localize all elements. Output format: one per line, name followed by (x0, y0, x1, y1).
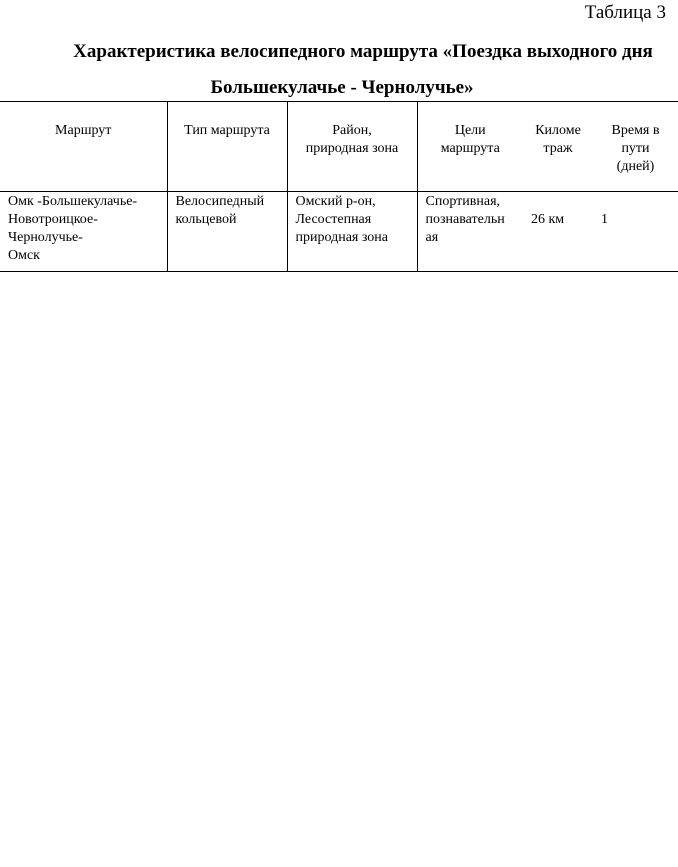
table-number-label: Таблица 3 (584, 2, 666, 23)
cell-goals: Спортивная, познавательн ая (417, 192, 523, 272)
cell-area: Омский р-он, Лесостепная природная зона (287, 192, 417, 272)
route-characteristics-table (0, 101, 678, 272)
table-header-row (0, 102, 678, 192)
cell-type: Велосипедный кольцевой (167, 192, 287, 272)
header-route: Маршрут (0, 102, 167, 192)
title-line-2: Большекулачье - Чернолучье» (210, 77, 474, 98)
cell-route: Омк -Большекулачье- Новотроицкое- Чернолучье- Омск (0, 192, 167, 272)
header-distance: Киломе траж (523, 102, 593, 192)
document-title (0, 34, 678, 106)
header-type: Тип маршрута (167, 102, 287, 192)
header-goals: Цели маршрута (417, 102, 523, 192)
table-row (0, 192, 678, 272)
header-duration: Время в пути (дней) (593, 102, 678, 192)
header-area: Район, природная зона (287, 102, 417, 192)
cell-duration: 1 (593, 192, 678, 272)
cell-distance: 26 км (523, 192, 593, 272)
title-line-1: Характеристика велосипедного маршрута «Поездка выходного дня (73, 41, 653, 62)
